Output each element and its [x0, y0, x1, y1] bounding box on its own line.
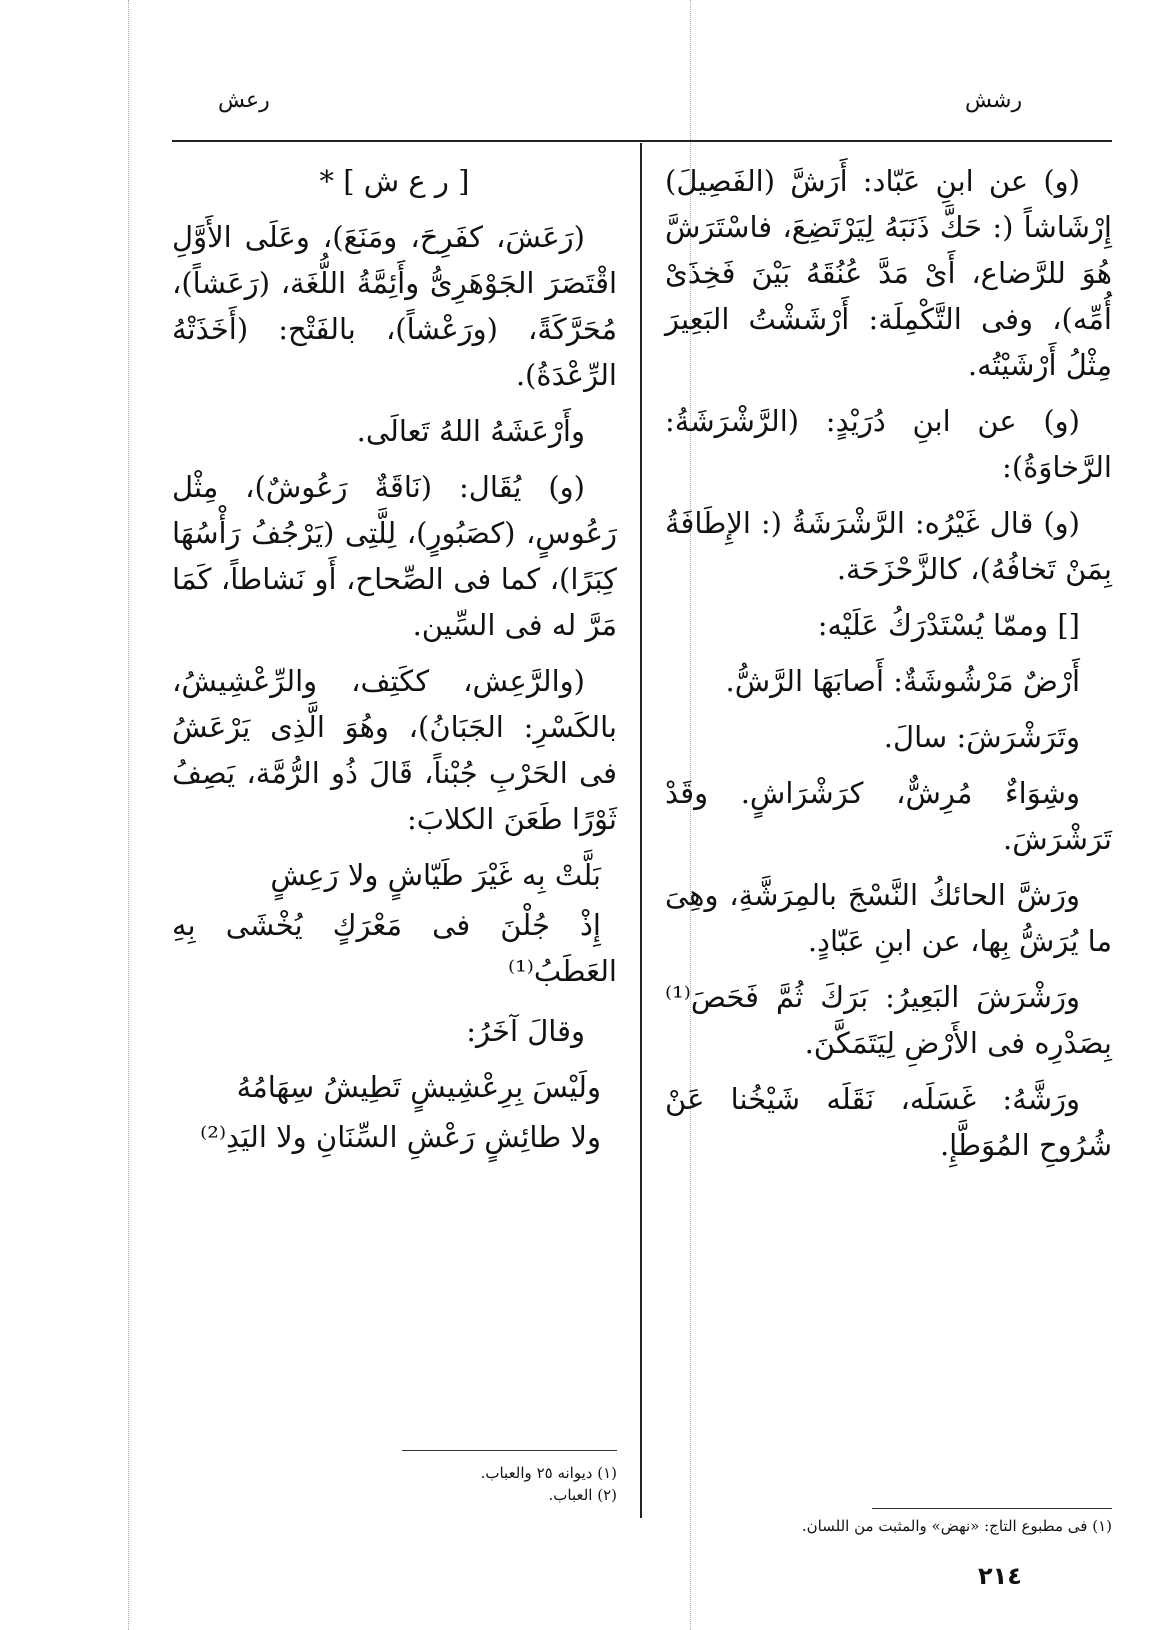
right-column	[665, 158, 1112, 1178]
footnote-rule	[872, 1508, 1112, 1509]
running-header-right: رشش	[965, 88, 1023, 113]
entry-paragraph: أَرْضٌ مَرْشُوشَةٌ: أَصابَهَا الرَّشُّ.	[725, 664, 1080, 698]
entry-paragraph: وتَرَشْرَشَ: سالَ.	[883, 720, 1080, 754]
mustadrak-heading: [] وممّا يُسْتَدْرَكُ عَلَيْه:	[817, 608, 1080, 642]
entry-paragraph: وشِوَاءٌ مُرِشٌّ، كرَشْرَاشٍ. وقَدْ تَرَشْرَشَ.	[665, 776, 1112, 856]
scan-guide-line	[128, 0, 129, 1630]
footnote: (١) ديوانه ٢٥ والعباب.	[480, 1464, 617, 1482]
page-number: ٢١٤	[978, 1562, 1022, 1590]
column-divider	[640, 143, 642, 1518]
verse-line: ولَيْسَ بِرِعْشِيشٍ تَطِيشُ سِهَامُهُ	[236, 1070, 601, 1104]
entry-paragraph: (والرَّعِش، ككَتِف، والرِّعْشِيشُ، بالكَسْرِ: الجَبَانُ)، وهُوَ الَّذِى يَرْعَشُ فى الحَرْبِ جُبْناً، قَالَ ذُو الرُّمَّة، يَصِفُ ثَوْرًا طَعَنَ الكلابَ:	[172, 664, 617, 836]
footnote-rule	[402, 1450, 617, 1451]
footnote: (٢) العباب.	[548, 1486, 617, 1504]
footnotes-left	[300, 1462, 617, 1506]
entry-paragraph: (و) عن ابنِ عَبّاد: أَرَشَّ (الفَصِيلَ) إِرْشَاشاً (: حَكَّ ذَنَبَهُ لِيَرْتَضِعَ، فاسْتَرَشَّ هُوَ للرَّضاع، أَىْ مَدَّ عُنُقَهُ بَيْنَ فَخِذَىْ أُمِّه)، وفى التَّكْمِلَة: أَرْشَشْتُ البَعِيرَ مِثْلُ أَرْشَيْتُه.	[665, 164, 1112, 382]
footnote: (١) فى مطبوع التاج: «نهض» والمثبت من اللسان.	[801, 1517, 1112, 1535]
entry-paragraph: ورَشَّهُ: غَسَلَه، نَقَلَه شَيْخُنا عَنْ شُرُوحِ المُوَطَّإِ.	[665, 1082, 1112, 1162]
entry-paragraph: (رَعَشَ، كفَرِحَ، ومَنَعَ)، وعَلَى الأَوَّلِ اقْتَصَرَ الجَوْهَرِىُّ وأَئِمَّةُ اللُّغَة، (رَعَشاً)، مُحَرَّكَةً، (ورَعْشاً)، بالفَتْح: (أَخَذَتْهُ الرِّعْدَةُ).	[172, 220, 617, 392]
root-heading: [ ر ع ش ] *	[319, 164, 470, 198]
entry-paragraph: ورَشْرَشَ البَعِيرُ: بَرَكَ ثُمَّ فَحَصَ⁽¹⁾ بِصَدْرِه فى الأَرْضِ لِيَتَمَكَّنَ.	[665, 980, 1112, 1060]
verse-line: ولا طائِشٍ رَعْشِ السِّنَانِ ولا اليَدِ⁽²⁾	[200, 1120, 601, 1154]
entry-paragraph: وقالَ آخَرُ:	[466, 1014, 585, 1048]
entry-paragraph: (و) قال غَيْرُه: الرَّشْرَشَةُ (: الإِطَافَةُ بِمَنْ تَخافُهُ)، كالزَّحْزَحَة.	[665, 506, 1112, 586]
entry-paragraph: (و) يُقَال: (نَاقَةٌ رَعُوشٌ)، مِثْل رَعُوسٍ، (كصَبُورٍ)، لِلَّتِى (يَرْجُفُ رَأْسُهَا كِبَرًا)، كما فى الصِّحاح، أَو نَشاطاً، كَمَا مَرَّ له فى السِّين.	[172, 470, 617, 642]
running-header-left: رعش	[218, 88, 270, 113]
verse-line: بَلَّتْ بِه غَيْرَ طَيّاشٍ ولا رَعِشٍ	[270, 858, 601, 892]
entry-paragraph: وأَرْعَشَهُ اللهُ تَعالَى.	[356, 414, 585, 448]
verse-line: إِذْ جُلْنَ فى مَعْرَكٍ يُخْشَى بِهِ العَطَبُ⁽¹⁾	[172, 908, 617, 988]
entry-paragraph: ورَشَّ الحائكُ النَّسْجَ بالمِرَشَّةِ، وهِىَ ما يُرَشُّ بِها، عن ابنِ عَبّادٍ.	[665, 878, 1112, 958]
footnotes-right	[665, 1515, 1112, 1537]
left-column	[172, 158, 617, 1164]
header-rule	[172, 140, 1112, 142]
entry-paragraph: (و) عن ابنِ دُرَيْدٍ: (الرَّشْرَشَةُ: الرَّخاوَةُ):	[665, 404, 1112, 484]
